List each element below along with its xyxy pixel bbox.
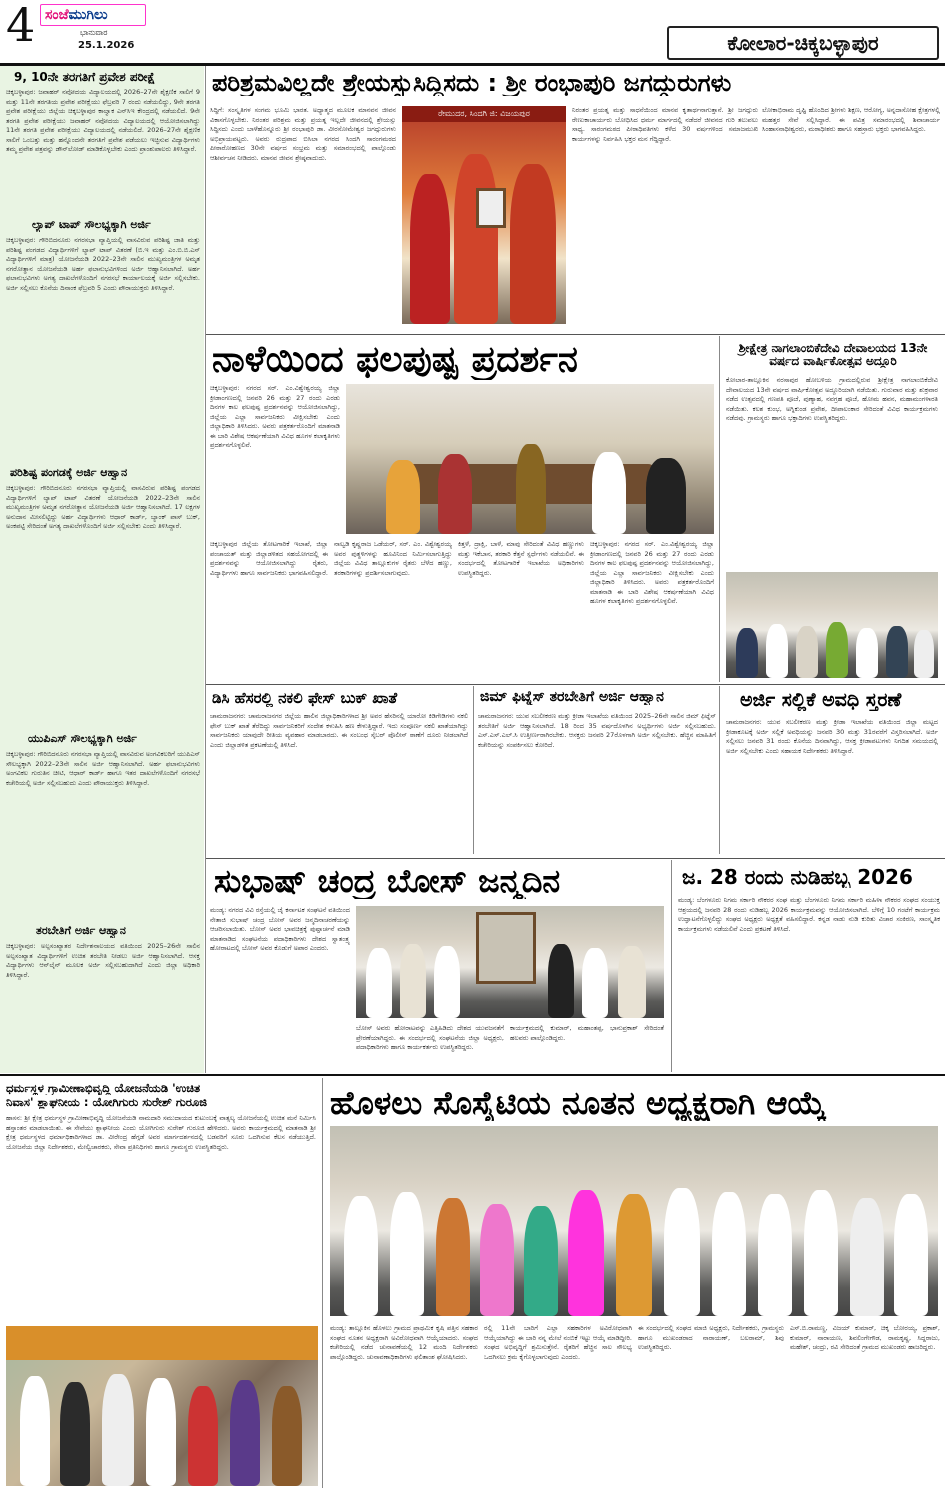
top-story-col4: ಲೋಕಾಭಿರಾಮ ದೃಷ್ಟಿ ಹೊಂದಿದ ಶ್ರೀಗಳು ಶಿಕ್ಷಣ, ಆರೋಗ್ಯ, ಅನ್ನದಾಸೋಹ ಕ್ಷೇತ್ರಗಳಲ್ಲಿ ಮಹತ್ತರ ಸೇವೆ ಸಲ್ಲಿಸಿದ್ದಾರೆ. ಈ ಪವಿತ್ರ ಸಮಾರಂಭದಲ್ಲಿ ಶಿವಾಚಾರ್ಯ ಸಿಂಹಾಸನಾಧೀಶ್ವರರು, ಮಠಾಧೀಶರು ಹಾಗೂ ಸಹಸ್ರಾರು ಭಕ್ತರು ಭಾಗವಹಿಸಿದ್ದರು. bbox=[762, 106, 940, 133]
attendee bbox=[826, 622, 848, 678]
story2-headline: ನಾಳೆಯಿಂದ ಫಲಪುಷ್ಪ ಪ್ರದರ್ಶನ bbox=[212, 340, 578, 380]
left-body-4: ಚಿಕ್ಕಬಳ್ಳಾಪುರ: ಗೌರಿಬಿದನೂರು ನಗರಸಭಾ ವ್ಯಾಪ್ತಿಯಲ್ಲಿ ವಾಸವಿರುವ ಅಂಗವಿಕಲರಿಗೆ ಯುಪಿಎಸ್ ಸೌಲಭ್ಯಕ್ಕಾಗಿ 2022–23ನೇ ಸಾಲಿನ ಅರ್ಜಿ ಆಹ್ವಾನಿಸಲಾಗಿದೆ. ಅರ್ಹ ಫಲಾನುಭವಿಗಳು ಅಂಗವಿಕಲ ಗುರುತಿನ ಚೀಟಿ, ಆಧಾರ್ ಕಾರ್ಡ್ ಹಾಗೂ ಇತರ ದಾಖಲೆಗಳೊಂದಿಗೆ ನಗರಸಭೆ ಕಚೇರಿಯಲ್ಲಿ ಅರ್ಜಿ ಸಲ್ಲಿಸಬಹುದು ಎಂದು ಪೌರಾಯುಕ್ತರು ತಿಳಿಸಿದ್ದಾರೆ. bbox=[6, 750, 200, 787]
story10-col2: ರಲ್ಲಿ 11ನೇ ಬಾರಿಗೆ ಎಲ್ಲಾ ಸಹಕಾರಿಗಳ ಅವಿರೋಧವಾಗಿ ಆಯ್ಕೆಯಾಗಿದ್ದು ಈ ಬಾರಿ ನನ್ನ ಮೇಲೆ ನಂಬಿಕೆ ಇಟ್ಟು ಆಯ್ಕೆ ಮಾಡಿದ್ದೀರಿ. ಸಂಘದ ಅಭಿವೃದ್ಧಿಗೆ ಶ್ರಮಿಸುತ್ತೇನೆ. ರೈತರಿಗೆ ಹೆಚ್ಚಿನ ಸಾಲ ಸೌಲಭ್ಯ ಒದಗಿಸಲು ಕ್ರಮ ಕೈಗೊಳ್ಳಲಾಗುವುದು ಎಂದರು. bbox=[484, 1324, 632, 1361]
attendee bbox=[736, 628, 758, 678]
top-story-col1: ಸಿದ್ಧಿಗೆ: ಸಂಸ್ಕೃತಿಗಳ ಸಂಗಮ ಭೂಮಿ ಭಾರತ. ಅಧ್ಯಾತ್ಮದ ಮೂಲಕ ಮಾನವನ ಜೀವನ ವಿಕಾಸಗೊಳ್ಳಬೇಕು. ನಿರಂತರ ಪರಿಶ್ರಮ ಮತ್ತು ಪ್ರಯತ್ನ ಇಲ್ಲದೇ ಜೀವನದಲ್ಲಿ ಶ್ರೇಯಸ್ಸು ಸಿದ್ಧಿಸದು ಎಂದು ಬಾಳೆಹೊನ್ನೂರು ಶ್ರೀ ರಂಭಾಪುರಿ ಡಾ. ವೀರಸೋಮೇಶ್ವರ ಜಗದ್ಗುರುಗಳು ಅಭಿಪ್ರಾಯಪಟ್ಟರು. ಅವರು ರುದ್ರಪಾದ ಬಿಸಿಲಾ ನಗರದ ಸಿಂದಗಿ ಸಾರಂಗಮಠದ ಪೀಠಾರೋಹಣದ 30ನೇ ವರ್ಷದ ಸಂಭ್ರಮ ಮತ್ತು ಸಮಾರಂಭದಲ್ಲಿ ಪಾಲ್ಗೊಂಡು ಆಶೀರ್ವಚನ ನೀಡಿದರು. ಮಾನವ ಜೀವನ ಶ್ರೇಷ್ಠವಾದುದು. bbox=[210, 106, 396, 162]
section-rule bbox=[206, 334, 945, 335]
story9-body: ಹಾಸನ: ಶ್ರೀ ಕ್ಷೇತ್ರ ಧರ್ಮಸ್ಥಳ ಗ್ರಾಮೀಣಾಭಿವೃದ್ಧಿ ಯೋಜನೆಯಡಿ ನಾಮದಾರಿ ಸಮುದಾಯದ ಕುಟುಂಬಕ್ಕೆ ವಾತ್ಸಲ್ಯ ಯೋಜನೆಯಲ್ಲಿ ಉಚಿತ ಮನೆ ನಿರ್ಮಿಸಿ ಹಸ್ತಾಂತರ ಮಾಡಲಾಯಿತು. ಈ ಸೇವೆಯು ಶ್ಲಾಘನೀಯ ಎಂದು ಯೋಗಿಗುರು ಸುರೇಶ್ ಗುರೂಜಿ ಹೇಳಿದರು. ಅವರು ಕಾರ್ಯಕ್ರಮದಲ್ಲಿ ಮಾತನಾಡಿ ಶ್ರೀ ಕ್ಷೇತ್ರ ಧರ್ಮಸ್ಥಳದ ಧರ್ಮಾಧಿಕಾರಿಗಳಾದ ಡಾ. ವೀರೇಂದ್ರ ಹೆಗ್ಗಡೆ ಅವರ ಮಾರ್ಗದರ್ಶನದಲ್ಲಿ ಬಡವರಿಗೆ ಸೂರು ಒದಗಿಸುವ ಕೆಲಸ ನಡೆಯುತ್ತಿದೆ. ಯೋಜನೆಯ ಜಿಲ್ಲಾ ನಿರ್ದೇಶಕರು, ಮೇಲ್ವಿಚಾರಕರು, ಸೇವಾ ಪ್ರತಿನಿಧಿಗಳು ಹಾಗೂ ಗ್ರಾಮಸ್ಥರು ಉಪಸ್ಥಿತರಿದ್ದರು. bbox=[6, 1114, 316, 1151]
story10-photo bbox=[330, 1126, 938, 1316]
story2-photo bbox=[346, 384, 714, 534]
attendee bbox=[20, 1376, 50, 1486]
story6-headline: ಅರ್ಜಿ ಸಲ್ಲಿಕೆ ಅವಧಿ ಸ್ತರಣೆ bbox=[740, 690, 902, 711]
attendee bbox=[390, 1192, 424, 1316]
seer-figure bbox=[510, 164, 556, 324]
story2-col5: ಚಿಕ್ಕಬಳ್ಳಾಪುರ: ನಗರದ ಸರ್. ಎಂ.ವಿಶ್ವೇಶ್ವರಯ್ಯ ಜಿಲ್ಲಾ ಕ್ರೀಡಾಂಗಣದಲ್ಲಿ ಜನವರಿ 26 ಮತ್ತು 27 ರಂದು ಎರಡು ದಿನಗಳ ಕಾಲ ಫಲಪುಷ್ಪ ಪ್ರದರ್ಶನವನ್ನು ಆಯೋಜಿಸಲಾಗಿದ್ದು, ಜಿಲ್ಲೆಯ ಎಲ್ಲಾ ಸಾರ್ವಜನಿಕರು ವೀಕ್ಷಿಸಬೇಕು ಎಂದು ಜಿಲ್ಲಾಧಿಕಾರಿ ತಿಳಿಸಿದರು. ಅವರು ಪತ್ರಕರ್ತರೊಂದಿಗೆ ಮಾತನಾಡಿ ಈ ಬಾರಿ ವಿಶೇಷ ಆಕರ್ಷಣೆಯಾಗಿ ವಿವಿಧ ಹೂಗಳ ಕಲಾಕೃತಿಗಳು ಪ್ರದರ್ಶನಗೊಳ್ಳಲಿವೆ. bbox=[590, 540, 714, 605]
top-story-headline: ಪರಿಶ್ರಮವಿಲ್ಲದೇ ಶ್ರೇಯಸ್ಸುಸಿದ್ಧಿಸದು : ಶ್ರೀ ರಂಭಾಪುರಿ ಜಗದ್ಗುರುಗಳು bbox=[212, 70, 732, 97]
story9-photo bbox=[6, 1326, 318, 1486]
attendee bbox=[894, 1194, 928, 1316]
attendee bbox=[850, 1198, 884, 1316]
story7-col3: ಕಾರ್ಯಕ್ರಮದಲ್ಲಿ ಕುಮಾರ್, ಮಹಾಂತಪ್ಪ, ಭಾನುಪ್ರಕಾಶ್ ಸೇರಿದಂತೆ ಹಲವರು ಪಾಲ್ಗೊಂಡಿದ್ದರು. bbox=[510, 1024, 664, 1042]
story9-headline-line1: ಧರ್ಮಸ್ಥಳ ಗ್ರಾಮೀಣಾಭಿವೃದ್ಧಿ ಯೋಜನೆಯಡಿ 'ಉಚಿತ bbox=[6, 1082, 201, 1095]
story7-headline: ಸುಭಾಷ್ ಚಂದ್ರ ಬೋಸ್ ಜನ್ಮದಿನ bbox=[214, 864, 561, 900]
attendee bbox=[436, 1198, 470, 1316]
story8-body: ಮಂಡ್ಯ: ಬೆಂಗಳೂರು ನಿಗಮ ಸರ್ಕಾರಿ ನೌಕರರ ಸಂಘ ಮತ್ತು ಬೆಂಗಳೂರು ನಿಗಮ ಸರ್ಕಾರಿ ಮಹಿಳಾ ನೌಕರರ ಸಂಘದ ಸಂಯುಕ್ತ ಆಶ್ರಯದಲ್ಲಿ ಜನವರಿ 28 ರಂದು ನುಡಿಹಬ್ಬ 2026 ಕಾರ್ಯಕ್ರಮವನ್ನು ಆಯೋಜಿಸಲಾಗಿದೆ. ಬೆಳಿಗ್ಗೆ 10 ಗಂಟೆಗೆ ಕಾರ್ಯಕ್ರಮ ಉದ್ಘಾಟನೆಗೊಳ್ಳಲಿದ್ದು ಸಂಘದ ಅಧ್ಯಕ್ಷರು ಅಧ್ಯಕ್ಷತೆ ವಹಿಸಲಿದ್ದಾರೆ. ಕನ್ನಡ ನಾಡು ನುಡಿ ಕುರಿತು ವಿಚಾರ ಸಂಕಿರಣ, ಸಾಂಸ್ಕೃತಿಕ ಕಾರ್ಯಕ್ರಮಗಳು ನಡೆಯಲಿವೆ ಎಂದು ಪ್ರಕಟಣೆ ತಿಳಿಸಿದೆ. bbox=[678, 896, 940, 933]
left-head-2: ಲ್ಯಾಪ್ ಟಾಪ್ ಸೌಲಭ್ಯಕ್ಕಾಗಿ ಅರ್ಜಿ bbox=[32, 218, 151, 231]
attendee bbox=[616, 1194, 652, 1316]
attendee bbox=[758, 1194, 792, 1316]
story9-headline-line2: ನಿವಾಸ' ಶ್ಲಾಘನೀಯ : ಯೋಗಿಗುರು ಸುರೇಶ್ ಗುರೂಜಿ bbox=[6, 1096, 207, 1109]
column-divider bbox=[205, 66, 206, 1073]
left-body-1: ಚಿಕ್ಕಬಳ್ಳಾಪುರ: ಜವಾಹರ್ ನವೋದಯ ವಿದ್ಯಾಲಯದಲ್ಲಿ 2026–27ನೇ ಶೈಕ್ಷಣಿಕ ಸಾಲಿಗೆ 9 ಮತ್ತು 11ನೇ ತರಗತಿಯ ಪ್ರವೇಶ ಪರೀಕ್ಷೆಯು ಫೆಬ್ರವರಿ 7 ರಂದು ನಡೆಯಲಿದ್ದು, 9ನೇ ತರಗತಿ ಪ್ರವೇಶ ಪರೀಕ್ಷೆಯು ಜಿಲ್ಲೆಯ ಚಿಕ್ಕಬಳ್ಳಾಪುರ ಕಾಲ್ವಾಕ ಎನ್‌ಸಿಇ ಕೇಂದ್ರದಲ್ಲಿ ನಡೆಯಲಿದೆ. 9ನೇ ತರಗತಿ ಪ್ರವೇಶ ಪರೀಕ್ಷೆಯು ಜವಾಹರ್ ನವೋದಯ ವಿದ್ಯಾಲಯದಲ್ಲಿ ಆಯೋಜಿಸಲಾಗಿದ್ದು 11ನೇ ತರಗತಿ ಪ್ರವೇಶ ಪರೀಕ್ಷೆಯು ವಿದ್ಯಾಲಯದಲ್ಲಿ ನಡೆಯಲಿದೆ. 2026–27ನೇ ಶೈಕ್ಷಣಿಕ ಸಾಲಿಗೆ ಒಂಬತ್ತು ಮತ್ತು ಹನ್ನೊಂದನೇ ತರಗತಿಗೆ ಪ್ರವೇಶ ಪಡೆಯಲು ಇಚ್ಛಿಸುವ ವಿದ್ಯಾರ್ಥಿಗಳು ತಮ್ಮ ಪ್ರವೇಶ ಪತ್ರವನ್ನು ಡೌನ್‌ಲೋಡ್ ಮಾಡಿಕೊಳ್ಳಬೇಕು ಎಂದು ಪ್ರಾಂಶುಪಾಲರು ತಿಳಿಸಿದ್ದಾರೆ. bbox=[6, 88, 200, 153]
attendee bbox=[914, 630, 934, 678]
story7-col1: ಮಂಡ್ಯ: ನಗರದ ವಿವಿ ರಸ್ತೆಯಲ್ಲಿ ಜೈ ಕರ್ನಾಟಕ ಸಂಘಟನೆ ವತಿಯಿಂದ ನೇತಾಜಿ ಸುಭಾಷ್ ಚಂದ್ರ ಬೋಸ್ ಅವರ ಜನ್ಮದಿನಾಚರಣೆಯನ್ನು ಆಚರಿಸಲಾಯಿತು. ಬೋಸ್ ಅವರ ಭಾವಚಿತ್ರಕ್ಕೆ ಪುಷ್ಪಾರ್ಚನೆ ಮಾಡಿ ಮಾತನಾಡಿದ ಸಂಘಟನೆಯ ಪದಾಧಿಕಾರಿಗಳು ದೇಶದ ಸ್ವಾತಂತ್ರ್ಯ ಹೋರಾಟದಲ್ಲಿ ಬೋಸ್ ಅವರ ಕೊಡುಗೆ ಅಪಾರ ಎಂದರು. bbox=[210, 906, 350, 952]
story4-body: ಚಾಮರಾಜನಗರ: ಚಾಮರಾಜನಗರ ಜಿಲ್ಲೆಯ ಹಾಲಿನ ಜಿಲ್ಲಾಧಿಕಾರಿಗಳಾದ ಶ್ರೀ ಅವರ ಹೆಸರಿನಲ್ಲಿ ಯಾರೋ ಕಿಡಿಗೇಡಿಗಳು ನಕಲಿ ಫೇಸ್ ಬುಕ್ ಖಾತೆ ತೆರೆದಿದ್ದು ಸಾರ್ವಜನಿಕರಿಗೆ ಸಂದೇಶ ಕಳುಹಿಸಿ ಹಣ ಕೇಳುತ್ತಿದ್ದಾರೆ. ಇದು ಸಂಪೂರ್ಣ ನಕಲಿ ಖಾತೆಯಾಗಿದ್ದು ಸಾರ್ವಜನಿಕರು ಯಾವುದೇ ರೀತಿಯ ವ್ಯವಹಾರ ಮಾಡಬಾರದು. ಈ ಸಂಬಂಧ ಸೈಬರ್ ಪೊಲೀಸ್ ಠಾಣೆಗೆ ದೂರು ನೀಡಲಾಗಿದೆ ಎಂದು ಜಿಲ್ಲಾಡಳಿತ ಪ್ರಕಟಣೆಯಲ್ಲಿ ತಿಳಿಸಿದೆ. bbox=[210, 712, 468, 749]
story5-headline: ಜಿಮ್ ಫಿಟ್ನೆಸ್ ತರಬೇತಿಗೆ ಅರ್ಜಿ ಆಹ್ವಾನ bbox=[480, 690, 664, 705]
story5-body: ಚಾಮರಾಜನಗರ: ಯುವ ಸಬಲೀಕರಣ ಮತ್ತು ಕ್ರೀಡಾ ಇಲಾಖೆಯ ವತಿಯಿಂದ 2025–26ನೇ ಸಾಲಿನ ಜಿಮ್ ಫಿಟ್ನೆಸ್ ತರಬೇತಿಗೆ ಅರ್ಜಿ ಆಹ್ವಾನಿಸಲಾಗಿದೆ. 18 ರಿಂದ 35 ವರ್ಷದೊಳಗಿನ ಅಭ್ಯರ್ಥಿಗಳು ಅರ್ಜಿ ಸಲ್ಲಿಸಬಹುದು. ಎಸ್.ಎಸ್.ಎಲ್.ಸಿ ಉತ್ತೀರ್ಣರಾಗಿರಬೇಕು. ಆಸಕ್ತರು ಜನವರಿ 27ರೊಳಗಾಗಿ ಅರ್ಜಿ ಸಲ್ಲಿಸಬೇಕು. ಹೆಚ್ಚಿನ ಮಾಹಿತಿಗೆ ಕಚೇರಿಯನ್ನು ಸಂಪರ್ಕಿಸಲು ಕೋರಿದೆ. bbox=[478, 712, 716, 749]
header-date: 25.1.2026 bbox=[78, 40, 135, 51]
story10-col3: ಈ ಸಂದರ್ಭದಲ್ಲಿ ಸಂಘದ ಮಾಜಿ ಅಧ್ಯಕ್ಷರು, ನಿರ್ದೇಶಕರು, ಗ್ರಾಮಸ್ಥರು ಹಾಗೂ ಮುಖಂಡರಾದ ನಾರಾಯಣ್, ಬಲರಾಮ್, ಶಿವು ಉಪಸ್ಥಿತರಿದ್ದರು. bbox=[638, 1324, 784, 1351]
story3-photo bbox=[726, 572, 938, 678]
attendee bbox=[618, 946, 646, 1018]
attendee bbox=[766, 624, 788, 678]
attendee bbox=[712, 1192, 746, 1316]
attendee bbox=[568, 1190, 604, 1316]
attendee bbox=[646, 458, 686, 534]
attendee bbox=[796, 626, 818, 678]
header-day: ಭಾನುವಾರ bbox=[80, 28, 108, 37]
section-rule bbox=[206, 684, 945, 685]
column-divider bbox=[473, 686, 474, 854]
bose-portrait bbox=[476, 912, 536, 984]
left-head-5: ತರಬೇತಿಗೆ ಅರ್ಜಿ ಆಹ್ವಾನ bbox=[36, 924, 126, 937]
story2-col2: ಚಿಕ್ಕಬಳ್ಳಾಪುರ ಜಿಲ್ಲೆಯ ತೋಟಗಾರಿಕೆ ಇಲಾಖೆ, ಜಿಲ್ಲಾ ಪಂಚಾಯತ್ ಮತ್ತು ಜಿಲ್ಲಾಡಳಿತದ ಸಹಯೋಗದಲ್ಲಿ ಈ ಪ್ರದರ್ಶನವನ್ನು ಆಯೋಜಿಸಲಾಗಿದ್ದು ರೈತರು, ವಿದ್ಯಾರ್ಥಿಗಳು ಹಾಗೂ ಸಾರ್ವಜನಿಕರು ಭಾಗವಹಿಸಲಿದ್ದಾರೆ. bbox=[210, 540, 328, 577]
story4-headline: ಡಿಸಿ ಹೆಸರಲ್ಲಿ ನಕಲಿ ಫೇಸ್ ಬುಕ್ ಖಾತೆ bbox=[212, 690, 398, 707]
section-title: ಕೋಲಾರ-ಚಿಕ್ಕಬಳ್ಳಾಪುರ bbox=[667, 26, 939, 60]
top-story-col3: ನಿರಂತರ ಪ್ರಯತ್ನ ಮತ್ತು ಸಾಧನೆಯಿಂದ ಮಾನವ ಕೃತಾರ್ಥನಾಗುತ್ತಾನೆ. ಶ್ರೀ ಜಗದ್ಗುರು ರೇಣುಕಾಚಾರ್ಯರು ಬೋಧಿಸಿದ ಧರ್ಮ ಮಾರ್ಗದಲ್ಲಿ ನಡೆದರೆ ಜೀವನದ ಗುರಿ ತಲುಪಲು ಸಾಧ್ಯ. ಸಾರಂಗಮಠದ ಪೀಠಾಧಿಪತಿಗಳು ಕಳೆದ 30 ವರ್ಷಗಳಿಂದ ಸಮಾಜಮುಖಿ ಕಾರ್ಯಗಳನ್ನು ನಿರ್ವಹಿಸಿ ಭಕ್ತರ ಮನ ಗೆದ್ದಿದ್ದಾರೆ. bbox=[572, 106, 758, 143]
story8-headline: ಜ. 28 ರಂದು ನುಡಿಹಬ್ಬ 2026 bbox=[682, 866, 913, 888]
column-divider bbox=[719, 336, 720, 682]
top-story-photo bbox=[402, 106, 566, 324]
attendee bbox=[582, 948, 608, 1018]
attendee bbox=[524, 1206, 558, 1316]
attendee bbox=[664, 1188, 700, 1316]
left-head-4: ಯುಪಿಎಸ್ ಸೌಲಭ್ಯಕ್ಕಾಗಿ ಅರ್ಜಿ bbox=[28, 732, 137, 745]
left-body-5: ಚಿಕ್ಕಬಳ್ಳಾಪುರ: ಅಲ್ಪಸಂಖ್ಯಾತರ ನಿರ್ದೇಶನಾಲಯದ ವತಿಯಿಂದ 2025–26ನೇ ಸಾಲಿನ ಅಲ್ಪಸಂಖ್ಯಾತ ವಿದ್ಯಾರ್ಥಿಗಳಿಗೆ ಉಚಿತ ತರಬೇತಿ ನೀಡಲು ಅರ್ಜಿ ಆಹ್ವಾನಿಸಲಾಗಿದೆ. ಆಸಕ್ತ ವಿದ್ಯಾರ್ಥಿಗಳು ಆನ್‌ಲೈನ್ ಮೂಲಕ ಅರ್ಜಿ ಸಲ್ಲಿಸಬಹುದಾಗಿದೆ ಎಂದು ಜಿಲ್ಲಾ ಅಧಿಕಾರಿ ತಿಳಿಸಿದ್ದಾರೆ. bbox=[6, 942, 200, 979]
story2-col1-top: ಚಿಕ್ಕಬಳ್ಳಾಪುರ: ನಗರದ ಸರ್. ಎಂ.ವಿಶ್ವೇಶ್ವರಯ್ಯ ಜಿಲ್ಲಾ ಕ್ರೀಡಾಂಗಣದಲ್ಲಿ ಜನವರಿ 26 ಮತ್ತು 27 ರಂದು ಎರಡು ದಿನಗಳ ಕಾಲ ಫಲಪುಷ್ಪ ಪ್ರದರ್ಶನವನ್ನು ಆಯೋಜಿಸಲಾಗಿದ್ದು, ಜಿಲ್ಲೆಯ ಎಲ್ಲಾ ಸಾರ್ವಜನಿಕರು ವೀಕ್ಷಿಸಬೇಕು ಎಂದು ಜಿಲ್ಲಾಧಿಕಾರಿ ತಿಳಿಸಿದರು. ಅವರು ಪತ್ರಕರ್ತರೊಂದಿಗೆ ಮಾತನಾಡಿ ಈ ಬಾರಿ ವಿಶೇಷ ಆಕರ್ಷಣೆಯಾಗಿ ವಿವಿಧ ಹೂಗಳ ಕಲಾಕೃತಿಗಳು ಪ್ರದರ್ಶನಗೊಳ್ಳಲಿವೆ. bbox=[210, 384, 340, 449]
column-divider bbox=[719, 686, 720, 854]
seer-figure bbox=[454, 154, 498, 324]
attendee bbox=[592, 452, 626, 534]
seer-figure bbox=[410, 174, 450, 324]
attendee bbox=[146, 1378, 176, 1486]
page-number: 4 bbox=[6, 0, 36, 52]
section-rule bbox=[0, 1074, 945, 1076]
attendee bbox=[102, 1374, 134, 1486]
attendee bbox=[344, 1196, 378, 1316]
attendee bbox=[856, 628, 878, 678]
attendee bbox=[272, 1386, 302, 1486]
story2-col3: ನಾಲ್ವಡಿ ಕೃಷ್ಣರಾಜ ಒಡೆಯರ್, ಸರ್. ಎಂ. ವಿಶ್ವೇಶ್ವರಯ್ಯ ಅವರ ಪುತ್ಥಳಿಗಳನ್ನು ಹೂವಿನಿಂದ ನಿರ್ಮಿಸಲಾಗುತ್ತಿದ್ದು ಜಿಲ್ಲೆಯ ವಿವಿಧ ತಾಲ್ಲೂಕುಗಳ ರೈತರು ಬೆಳೆದ ಹಣ್ಣು, ತರಕಾರಿಗಳನ್ನು ಪ್ರದರ್ಶಿಸಲಾಗುವುದು. bbox=[334, 540, 452, 577]
left-head-3: ಪರಿಶಿಷ್ಟ ಪಂಗಡಕ್ಕೆ ಅರ್ಜಿ ಆಹ್ವಾನ bbox=[10, 466, 128, 479]
story10-col1: ಮಂಡ್ಯ: ತಾಲ್ಲೂಕಿನ ಹೊಳಲು ಗ್ರಾಮದ ಪ್ರಾಥಮಿಕ ಕೃಷಿ ಪತ್ತಿನ ಸಹಕಾರ ಸಂಘದ ನೂತನ ಅಧ್ಯಕ್ಷರಾಗಿ ಅವಿರೋಧವಾಗಿ ಆಯ್ಕೆಯಾದರು. ಸಂಘದ ಕಚೇರಿಯಲ್ಲಿ ನಡೆದ ಚುನಾವಣೆಯಲ್ಲಿ 12 ಮಂದಿ ನಿರ್ದೇಶಕರು ಪಾಲ್ಗೊಂಡಿದ್ದರು. ಚುನಾವಣಾಧಿಕಾರಿಗಳು ಫಲಿತಾಂಶ ಘೋಷಿಸಿದರು. bbox=[330, 1324, 478, 1361]
logo-part1: ಸಂಜೆ bbox=[45, 7, 69, 23]
story7-col2: ಬೋಸ್ ಅವರು ಹೋರಾಟವನ್ನು ಎತ್ತಿಹಿಡಿದು ದೇಶದ ಯುವಜನತೆಗೆ ಪ್ರೇರಣೆಯಾಗಿದ್ದರು. ಈ ಸಂದರ್ಭದಲ್ಲಿ ಸಂಘಟನೆಯ ಜಿಲ್ಲಾ ಅಧ್ಯಕ್ಷರು, ಪದಾಧಿಕಾರಿಗಳು ಹಾಗೂ ಕಾರ್ಯಕರ್ತರು ಉಪಸ್ಥಿತರಿದ್ದರು. bbox=[356, 1024, 504, 1051]
attendee bbox=[804, 1190, 838, 1316]
story6-body: ಚಾಮರಾಜನಗರ: ಯುವ ಸಬಲೀಕರಣ ಮತ್ತು ಕ್ರೀಡಾ ಇಲಾಖೆಯ ವತಿಯಿಂದ ಜಿಲ್ಲಾ ಮಟ್ಟದ ಕ್ರೀಡಾಕೂಟಕ್ಕೆ ಅರ್ಜಿ ಸಲ್ಲಿಕೆ ಅವಧಿಯನ್ನು ಜನವರಿ 30 ಮತ್ತು 31ರವರೆಗೆ ವಿಸ್ತರಿಸಲಾಗಿದೆ. ಅರ್ಜಿ ಸಲ್ಲಿಸಲು ಜನವರಿ 31 ರಂದು ಕೊನೆಯ ದಿನವಾಗಿದ್ದು, ಆಸಕ್ತ ಕ್ರೀಡಾಪಟುಗಳು ನಿಗದಿತ ಸಮಯದಲ್ಲಿ ಅರ್ಜಿ ಸಲ್ಲಿಸಬೇಕು ಎಂದು ಸಹಾಯಕ ನಿರ್ದೇಶಕರು ತಿಳಿಸಿದ್ದಾರೆ. bbox=[726, 718, 938, 755]
attendee bbox=[438, 454, 472, 534]
story7-photo bbox=[356, 906, 664, 1018]
attendee bbox=[366, 948, 392, 1018]
story2-col4: ಕಿತ್ತಳೆ, ದ್ರಾಕ್ಷಿ, ಬಾಳೆ, ಮಾವು ಸೇರಿದಂತೆ ವಿವಿಧ ಹಣ್ಣುಗಳು ಮತ್ತು ಇಕೆಬಾನ, ತರಕಾರಿ ಕೆತ್ತನೆ ಸ್ಪರ್ಧೆಗಳು ನಡೆಯಲಿವೆ. ಈ ಸಂದರ್ಭದಲ್ಲಿ ತೋಟಗಾರಿಕೆ ಇಲಾಖೆಯ ಅಧಿಕಾರಿಗಳು ಉಪಸ್ಥಿತರಿದ್ದರು. bbox=[458, 540, 584, 577]
masthead-logo bbox=[40, 4, 146, 26]
story3-headline: ಶ್ರೀಕ್ಷೇತ್ರ ನಾಗಲಾಂಬಿಕೆದೇವಿ ದೇವಾಲಯದ 13ನೇ ವರ್ಷದ ವಾರ್ಷಿಕೋತ್ಸವ ಅದ್ದೂರಿ bbox=[738, 342, 928, 369]
story10-headline: ಹೊಳಲು ಸೊಸೈಟಿಯ ನೂತನ ಅಧ್ಯಕ್ಷರಾಗಿ ಆಯ್ಕೆ bbox=[330, 1086, 827, 1122]
column-divider bbox=[322, 1078, 323, 1488]
column-divider bbox=[671, 860, 672, 1072]
attendee bbox=[386, 460, 420, 534]
story3-body: ಕೋಲಾರ-ತಾಲ್ಲೂಕಿನ ನರಸಾಪುರ ಹೋಬಳಿಯ ಗ್ರಾಮದಲ್ಲಿರುವ ಶ್ರೀಕ್ಷೇತ್ರ ನಾಗಲಾಂಬಿಕೆದೇವಿ ದೇವಾಲಯದ 13ನೇ ವರ್ಷದ ವಾರ್ಷಿಕೋತ್ಸವ ಅದ್ದೂರಿಯಾಗಿ ನಡೆಯಿತು. ಗುರುವಾರ ಮತ್ತು ಶುಕ್ರವಾರ ನಡೆದ ಉತ್ಸವದಲ್ಲಿ ಗಣಪತಿ ಪೂಜೆ, ಪುಣ್ಯಾಹ, ನವಗ್ರಹ ಪೂಜೆ, ಹೋಮ ಹವನ, ಮಹಾಮಂಗಳಾರತಿ ನಡೆಯಿತು. ಕಲಶ ಕುಂಭ, ಅಗ್ನಿಕುಂಡ ಪ್ರವೇಶ, ದೀಪಾಲಂಕಾರ ಸೇರಿದಂತೆ ವಿವಿಧ ಕಾರ್ಯಕ್ರಮಗಳು ನಡೆದವು. ಗ್ರಾಮಸ್ಥರು ಹಾಗೂ ಭಕ್ತಾದಿಗಳು ಉಪಸ್ಥಿತರಿದ್ದರು. bbox=[726, 376, 938, 422]
attendee bbox=[886, 626, 908, 678]
attendee bbox=[516, 444, 546, 534]
logo-part2: ಮುಗಿಲು bbox=[68, 7, 108, 23]
attendee bbox=[188, 1386, 218, 1486]
attendee bbox=[480, 1204, 514, 1316]
attendee bbox=[60, 1382, 90, 1486]
attendee bbox=[400, 944, 426, 1018]
left-head-1: 9, 10ನೇ ತರಗತಿಗೆ ಪ್ರವೇಶ ಪರೀಕ್ಷೆ bbox=[14, 70, 156, 84]
photo-banner: ರೇಮುದರ, ಸಿಂದಗಿ ಜಿ: ವಿಜಯಪುರ bbox=[402, 106, 566, 122]
portrait-frame bbox=[476, 188, 506, 228]
attendee bbox=[434, 946, 460, 1018]
decoration-garland bbox=[6, 1326, 318, 1360]
left-body-2: ಚಿಕ್ಕಬಳ್ಳಾಪುರ: ಗೌರಿಬಿದನೂರು ನಗರಸಭಾ ವ್ಯಾಪ್ತಿಯಲ್ಲಿ ವಾಸವಿರುವ ಪರಿಶಿಷ್ಟ ಜಾತಿ ಮತ್ತು ಪರಿಶಿಷ್ಟ ಪಂಗಡದ ವಿದ್ಯಾರ್ಥಿಗಳಿಗೆ ಲ್ಯಾಪ್ ಟಾಪ್ ವಿತರಣೆ (ಬಿ.ಇ ಮತ್ತು ಎಂ.ಬಿ.ಬಿ.ಎಸ್ ವಿದ್ಯಾರ್ಥಿಗಳಿಗೆ ಮಾತ್ರ) ಯೋಜನೆಯಡಿ 2022–23ನೇ ಸಾಲಿನ ಮುಖ್ಯಮಂತ್ರಿಗಳ ಅಮೃತ ನಗರೋತ್ಥಾನ ಯೋಜನೆಯಡಿ ಅರ್ಹ ಫಲಾನುಭವಿಗಳಿಂದ ಅರ್ಜಿ ಆಹ್ವಾನಿಸಲಾಗಿದೆ. ಅರ್ಹ ಫಲಾನುಭವಿಗಳು ಅಗತ್ಯ ದಾಖಲೆಗಳೊಂದಿಗೆ ನಗರಸಭೆ ಕಾರ್ಯಾಲಯಕ್ಕೆ ಅರ್ಜಿ ಸಲ್ಲಿಸಬೇಕು. ಅರ್ಜಿ ಸಲ್ಲಿಸಲು ಕೊನೆಯ ದಿನಾಂಕ ಫೆಬ್ರವರಿ 5 ಎಂದು ಪೌರಾಯುಕ್ತರು ತಿಳಿಸಿದ್ದಾರೆ. bbox=[6, 236, 200, 292]
attendee bbox=[230, 1380, 260, 1486]
section-rule bbox=[206, 858, 945, 859]
attendee bbox=[548, 944, 574, 1018]
left-body-3: ಚಿಕ್ಕಬಳ್ಳಾಪುರ: ಗೌರಿಬಿದನೂರು ನಗರಸಭಾ ವ್ಯಾಪ್ತಿಯಲ್ಲಿ ವಾಸವಿರುವ ಪರಿಶಿಷ್ಟ ಪಂಗಡದ ವಿದ್ಯಾರ್ಥಿಗಳಿಗೆ ಲ್ಯಾಪ್ ಟಾಪ್ ವಿತರಣೆ ಯೋಜನೆಯಡಿ 2022–23ನೇ ಸಾಲಿನ ಮುಖ್ಯಮಂತ್ರಿಗಳ ಅಮೃತ ನಗರೋತ್ಥಾನ ಯೋಜನೆಯಡಿ ಅರ್ಜಿ ಆಹ್ವಾನಿಸಲಾಗಿದೆ. 17 ಲಕ್ಷಗಳ ಅನುದಾನ ಮೀಸಲಿಟ್ಟಿದ್ದು ಅರ್ಹ ವಿದ್ಯಾರ್ಥಿಗಳು ಆಧಾರ್ ಕಾರ್ಡ್, ಬ್ಯಾಂಕ್ ಪಾಸ್ ಬುಕ್, ಅಂಕಪಟ್ಟಿ ಸೇರಿದಂತೆ ಅಗತ್ಯ ದಾಖಲೆಗಳೊಂದಿಗೆ ಅರ್ಜಿ ಸಲ್ಲಿಸಬೇಕು ಎಂದು ತಿಳಿಸಿದ್ದಾರೆ. bbox=[6, 484, 200, 530]
story10-col4: ಎಸ್.ಬಿ.ರಾಮಣ್ಣ, ವಿಜಯ್ ಕುಮಾರ್, ಚಿಕ್ಕ ಬೋರಯ್ಯ, ಪ್ರಕಾಶ್, ಕುಮಾರ್, ನಾರಾಯಣ, ಶಿವಲಿಂಗೇಗೌಡ, ರಾಮಕೃಷ್ಣ, ಸಿದ್ದರಾಜು, ಮಹೇಶ್, ಚಂದ್ರು, ರವಿ ಸೇರಿದಂತೆ ಗ್ರಾಮದ ಮುಖಂಡರು ಹಾಜರಿದ್ದರು. bbox=[790, 1324, 940, 1351]
